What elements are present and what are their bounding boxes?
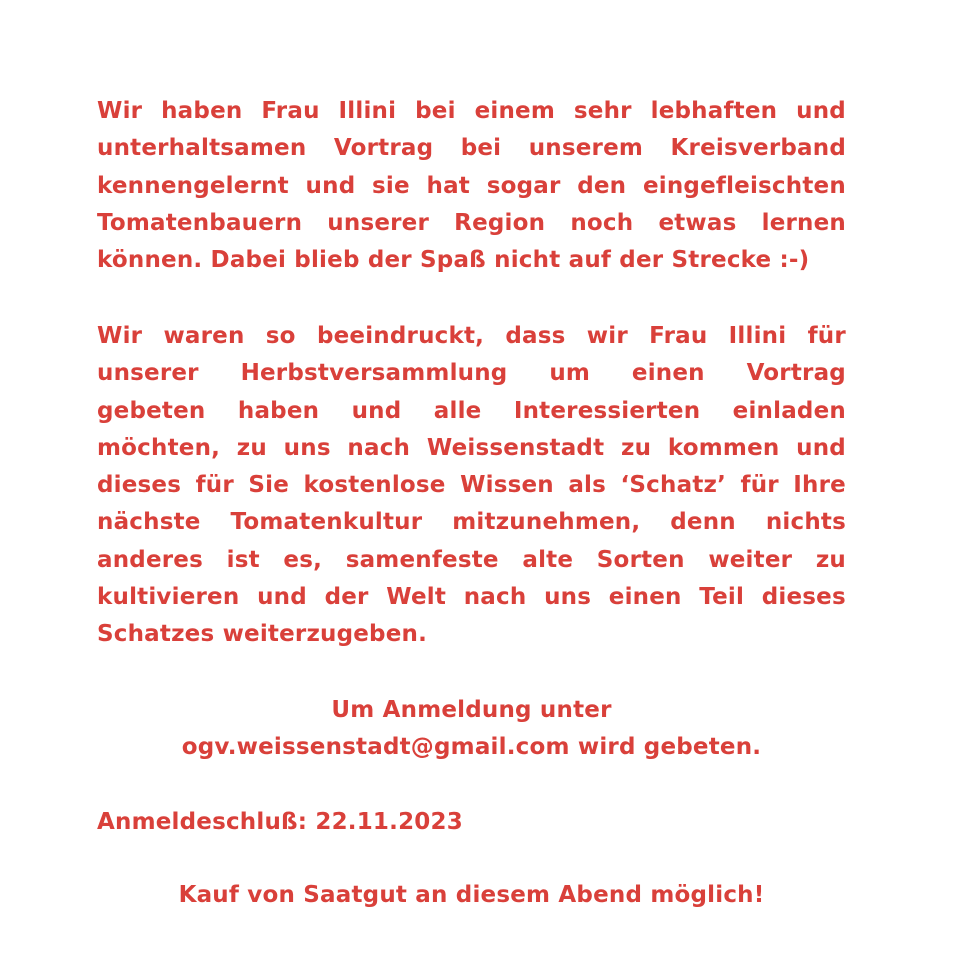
word: noch	[570, 209, 634, 236]
word: nichts	[765, 509, 846, 536]
deadline-block	[97, 804, 846, 841]
word: samenfeste	[345, 546, 499, 573]
purchase-block	[97, 877, 846, 914]
word: einladen	[732, 397, 846, 424]
signup-line-1: Um Anmeldung unter	[331, 697, 612, 723]
word: zu	[620, 434, 652, 461]
intro-paragraph	[97, 93, 846, 279]
word: und	[796, 98, 846, 124]
word: Wir	[97, 98, 143, 124]
word: lebhaften	[650, 98, 778, 124]
invitation-line	[97, 393, 846, 430]
word: kennengelernt	[97, 172, 289, 199]
word: Wissen	[460, 472, 554, 499]
seed-purchase-note: Kauf von Saatgut an diesem Abend möglich!	[178, 882, 765, 908]
invitation-line	[97, 430, 846, 467]
invitation-line	[97, 467, 846, 504]
word: für	[195, 472, 234, 499]
word: sie	[372, 172, 410, 199]
word: es,	[283, 546, 323, 573]
word: um	[549, 360, 591, 387]
intro-line	[97, 130, 846, 167]
word: weiter	[708, 546, 793, 573]
word: für	[807, 323, 846, 349]
word: etwas	[658, 209, 737, 236]
word: Frau	[649, 323, 708, 349]
word: sehr	[573, 98, 632, 124]
signup-block	[97, 692, 846, 767]
word: unserer	[327, 209, 430, 236]
word: Region	[454, 209, 546, 236]
word: beeindruckt,	[316, 323, 485, 349]
word: gebeten	[97, 397, 206, 424]
signup-email-line: ogv.weissenstadt@gmail.com wird gebeten.	[181, 734, 762, 761]
word: uns	[544, 584, 592, 611]
word: und	[257, 584, 307, 611]
word: kommen	[667, 434, 780, 461]
word: so	[265, 323, 296, 349]
word: mitzunehmen,	[452, 509, 641, 536]
invitation-paragraph	[97, 318, 846, 654]
word: einem	[474, 98, 555, 124]
word: Illini	[338, 98, 397, 124]
word: Wir	[97, 323, 143, 349]
word: wir	[586, 323, 628, 349]
invitation-line	[97, 542, 846, 579]
word: dieses	[761, 584, 846, 611]
word: ‘Schatz’	[620, 472, 727, 499]
word: haben	[237, 397, 320, 424]
word: Interessierten	[513, 397, 701, 424]
word: dieses	[97, 472, 182, 499]
intro-line	[97, 168, 846, 205]
invitation-line-text: Schatzes weiterzugeben.	[97, 621, 428, 648]
word: alle	[433, 397, 482, 424]
word: nächste	[97, 509, 201, 536]
word: kultivieren	[97, 584, 240, 611]
word: denn	[670, 509, 736, 536]
word: Ihre	[793, 472, 846, 499]
word: alte	[522, 546, 574, 573]
word: Tomatenkultur	[230, 509, 423, 536]
registration-deadline: Anmeldeschluß: 22.11.2023	[97, 809, 463, 835]
word: zu	[236, 434, 267, 461]
word: einen	[608, 584, 682, 611]
word: Sie	[248, 472, 290, 499]
word: Vortrag	[746, 360, 846, 387]
word: Tomatenbauern	[97, 209, 303, 236]
word: möchten,	[97, 434, 221, 461]
word: Frau	[261, 98, 320, 124]
intro-line	[97, 205, 846, 242]
word: eingefleischten	[642, 172, 846, 199]
word: unserer	[97, 360, 199, 387]
word: Vortrag	[333, 135, 434, 162]
word: einen	[631, 360, 705, 387]
invitation-line	[97, 579, 846, 616]
word: bei	[460, 135, 502, 162]
word: nach	[463, 584, 527, 611]
invitation-line	[97, 504, 846, 541]
word: nach	[347, 434, 411, 461]
word: Teil	[699, 584, 745, 611]
word: zu	[815, 546, 846, 573]
word: Welt	[386, 584, 447, 611]
word: lernen	[761, 209, 846, 236]
invitation-line	[97, 318, 846, 355]
word: Weissenstadt	[426, 434, 605, 461]
word: unterhaltsamen	[97, 135, 307, 162]
word: anderes	[97, 546, 203, 573]
word: uns	[283, 434, 331, 461]
word: der	[324, 584, 369, 611]
word: als	[568, 472, 607, 499]
word: hat	[426, 172, 471, 199]
word: und	[351, 397, 402, 424]
word: und	[796, 434, 846, 461]
word: Herbstversammlung	[240, 360, 508, 387]
word: dass	[505, 323, 566, 349]
word: kostenlose	[303, 472, 446, 499]
word: Sorten	[596, 546, 685, 573]
invitation-line	[97, 355, 846, 392]
word: den	[577, 172, 627, 199]
intro-line	[97, 242, 846, 279]
word: ist	[226, 546, 260, 573]
word: für	[740, 472, 779, 499]
word: sogar	[486, 172, 561, 199]
word: bei	[415, 98, 456, 124]
intro-line-text: können. Dabei blieb der Spaß nicht auf der Strecke :-)	[97, 247, 810, 274]
invitation-line	[97, 616, 846, 653]
word: Illini	[728, 323, 787, 349]
word: waren	[163, 323, 245, 349]
word: unserem	[528, 135, 644, 162]
word: haben	[161, 98, 243, 124]
word: und	[305, 172, 356, 199]
word: Kreisverband	[670, 135, 846, 162]
intro-line	[97, 93, 846, 130]
